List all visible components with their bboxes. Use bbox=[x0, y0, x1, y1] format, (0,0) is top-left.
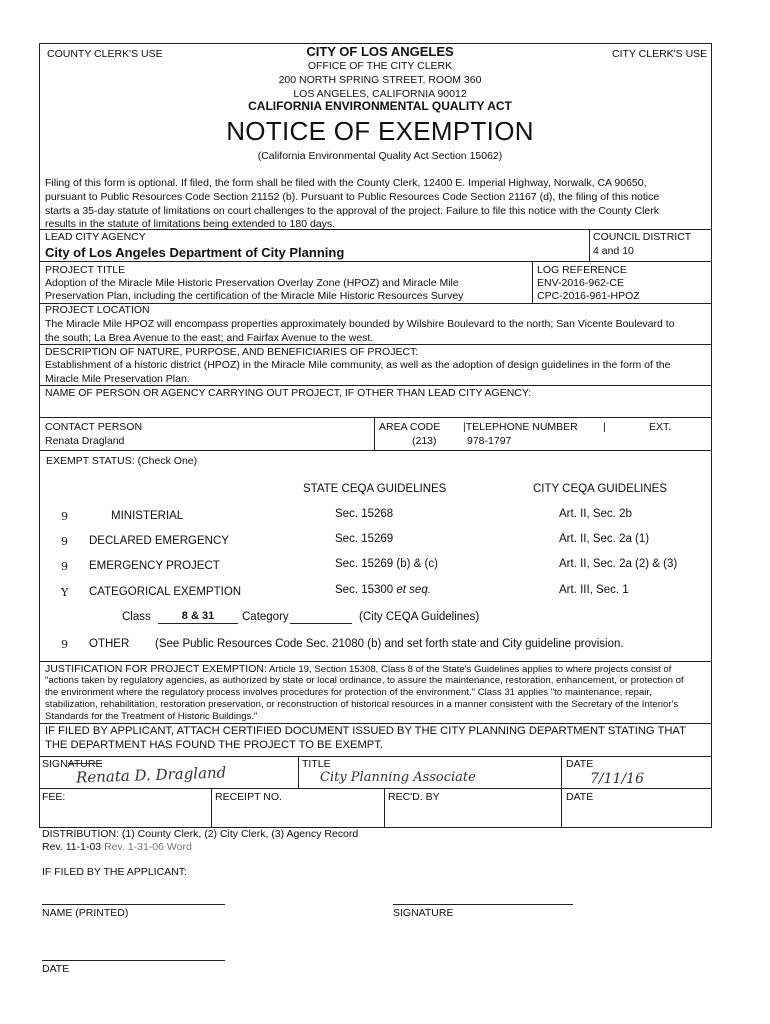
exempt-label: EMERGENCY PROJECT bbox=[89, 560, 220, 572]
contact-person-label: CONTACT PERSON bbox=[45, 421, 143, 433]
state-section: Sec. 15300 et seq. bbox=[335, 584, 431, 596]
date-line bbox=[42, 960, 225, 961]
divider bbox=[39, 229, 712, 230]
ext-separator: | bbox=[603, 421, 606, 433]
log-reference-label: LOG REFERENCE bbox=[537, 264, 627, 276]
checkbox-mark[interactable]: Y bbox=[61, 586, 69, 599]
title-label: TITLE bbox=[302, 758, 331, 770]
distribution-text: DISTRIBUTION: (1) County Clerk, (2) City Clerk, (3) Agency Record bbox=[42, 828, 359, 840]
county-clerk-use-label: COUNTY CLERK'S USE bbox=[47, 48, 163, 60]
divider bbox=[39, 344, 712, 345]
city-section: Art. II, Sec. 2a (2) & (3) bbox=[559, 558, 678, 570]
applicant-note: IF FILED BY APPLICANT, ATTACH CERTIFIED DOCUMENT ISSUED BY THE CITY PLANNING DEPARTMENT STATING THAT bbox=[45, 725, 686, 737]
exempt-label: CATEGORICAL EXEMPTION bbox=[89, 586, 242, 598]
applicant-date-label: DATE bbox=[42, 963, 70, 975]
class-value: 8 & 31 bbox=[181, 610, 215, 622]
divider bbox=[39, 385, 712, 386]
divider bbox=[39, 756, 712, 757]
category-underline bbox=[290, 623, 352, 624]
category-label: Category bbox=[242, 611, 289, 623]
revision-text: Rev. 11-1-03 Rev. 1-31-06 Word bbox=[42, 841, 192, 853]
category-suffix: (City CEQA Guidelines) bbox=[359, 611, 480, 623]
act-name: CALIFORNIA ENVIRONMENTAL QUALITY ACT bbox=[248, 99, 512, 113]
applicant-signature-label: SIGNATURE bbox=[393, 907, 454, 919]
other-text: (See Public Resources Code Sec. 21080 (b) and set forth state and City guideline provision. bbox=[155, 638, 624, 650]
divider bbox=[532, 261, 533, 303]
divider bbox=[39, 261, 712, 262]
applicant-note: THE DEPARTMENT HAS FOUND THE PROJECT TO BE EXEMPT. bbox=[45, 739, 383, 751]
log-reference-value: CPC-2016-961-HPOZ bbox=[537, 290, 640, 302]
description-label: DESCRIPTION OF NATURE, PURPOSE, AND BENEFICIARIES OF PROJECT: bbox=[45, 346, 419, 358]
project-location-line: The Miracle Mile HPOZ will encompass properties approximately bounded by Wilshire Boulevard to the north; San Vicente Boulevard to bbox=[45, 318, 675, 330]
page-subtitle: (California Environmental Quality Act Section 15062) bbox=[257, 150, 503, 162]
justification-first-line: JUSTIFICATION FOR PROJECT EXEMPTION: Article 19, Section 15308, Class 8 of the State's Guidelines applies to where projects consist of bbox=[45, 663, 672, 675]
receipt-label: RECEIPT NO. bbox=[215, 791, 282, 803]
lead-agency-label: LEAD CITY AGENCY bbox=[45, 231, 146, 243]
other-label: OTHER bbox=[89, 638, 130, 650]
divider bbox=[39, 450, 712, 451]
divider bbox=[39, 661, 712, 662]
divider bbox=[374, 417, 375, 450]
divider bbox=[298, 756, 299, 788]
city-clerk-use-label: CITY CLERK'S USE bbox=[612, 48, 708, 60]
area-code-label: AREA CODE bbox=[379, 421, 441, 433]
project-title-label: PROJECT TITLE bbox=[45, 264, 126, 276]
lead-agency-value: City of Los Angeles Department of City Planning bbox=[45, 245, 345, 260]
project-location-line: the south; La Brea Avenue to the east; and Fairfax Avenue to the west. bbox=[45, 332, 374, 344]
justification-line: stabilization, rehabilitation, restoration preservation, or reconstruction of historical resources in a manner consistent with the Secretary of the Interior's bbox=[45, 699, 679, 710]
project-title-line: Preservation Plan, including the certification of the Miracle Mile Historic Resources Survey bbox=[45, 290, 464, 302]
divider bbox=[589, 229, 590, 261]
exempt-label: MINISTERIAL bbox=[111, 510, 184, 522]
description-line: Establishment of a historic district (HPOZ) in the Miracle Mile community, as well as the adoption of design guidelines in the form of the bbox=[45, 359, 671, 371]
class-label: Class bbox=[122, 611, 151, 623]
council-district-value: 4 and 10 bbox=[593, 245, 634, 257]
signature-handwritten: Renata D. Dragland bbox=[75, 763, 227, 787]
telephone-value: 978-1797 bbox=[467, 435, 512, 447]
council-district-label: COUNCIL DISTRICT bbox=[593, 231, 692, 243]
date-label: DATE bbox=[566, 758, 594, 770]
divider bbox=[384, 788, 385, 828]
class-underline bbox=[158, 623, 238, 624]
justification-line: Standards for the Treatment of Historic Buildings." bbox=[45, 711, 258, 722]
project-location-label: PROJECT LOCATION bbox=[45, 304, 150, 316]
signature-line bbox=[393, 904, 573, 905]
city-section: Art. II, Sec. 2a (1) bbox=[559, 533, 650, 545]
name-line bbox=[42, 904, 225, 905]
city-section: Art. III, Sec. 1 bbox=[559, 584, 629, 596]
contact-person-value: Renata Dragland bbox=[45, 435, 125, 447]
checkbox-mark[interactable]: 9 bbox=[61, 560, 68, 573]
fee-label: FEE: bbox=[42, 791, 66, 803]
divider bbox=[39, 723, 712, 724]
checkbox-mark[interactable]: 9 bbox=[61, 638, 68, 651]
log-reference-value: ENV-2016-962-CE bbox=[537, 277, 624, 289]
city-ceqa-header: CITY CEQA GUIDELINES bbox=[533, 483, 667, 495]
justification-line: the environment where the regulatory process involves procedures for protection of the environment." Class 31 applies "to maintenance, repair, bbox=[45, 687, 652, 698]
date-handwritten: 7/11/16 bbox=[590, 771, 644, 787]
office-city-state: LOS ANGELES, CALIFORNIA 90012 bbox=[293, 88, 467, 100]
applicant-heading: IF FILED BY THE APPLICANT: bbox=[42, 866, 187, 878]
divider bbox=[561, 756, 562, 828]
divider bbox=[211, 788, 212, 828]
description-line: Miracle Mile Preservation Plan. bbox=[45, 373, 190, 385]
ext-label: EXT. bbox=[649, 421, 672, 433]
exempt-label: DECLARED EMERGENCY bbox=[89, 535, 229, 547]
city-section: Art. II, Sec. 2b bbox=[559, 508, 632, 520]
title-handwritten: City Planning Associate bbox=[320, 770, 476, 785]
project-title-line: Adoption of the Miracle Mile Historic Preservation Overlay Zone (HPOZ) and Miracle Mile bbox=[45, 277, 459, 289]
state-section: Sec. 15268 bbox=[335, 508, 394, 520]
signature-strike bbox=[68, 763, 102, 764]
page-title: NOTICE OF EXEMPTION bbox=[226, 116, 534, 146]
office-street: 200 NORTH SPRING STREET, ROOM 360 bbox=[278, 74, 482, 86]
area-code-value: (213) bbox=[412, 435, 437, 447]
fee-date-label: DATE bbox=[566, 791, 594, 803]
city-name: CITY OF LOS ANGELES bbox=[306, 44, 454, 59]
office-name: OFFICE OF THE CITY CLERK bbox=[307, 60, 453, 72]
checkbox-mark[interactable]: 9 bbox=[61, 510, 68, 523]
checkbox-mark[interactable]: 9 bbox=[61, 535, 68, 548]
state-ceqa-header: STATE CEQA GUIDELINES bbox=[303, 483, 447, 495]
recd-by-label: REC'D. BY bbox=[388, 791, 440, 803]
name-of-person-label: NAME OF PERSON OR AGENCY CARRYING OUT PROJECT, IF OTHER THAN LEAD CITY AGENCY: bbox=[45, 387, 532, 399]
name-printed-label: NAME (PRINTED) bbox=[42, 907, 129, 919]
divider bbox=[39, 788, 712, 789]
state-section: Sec. 15269 (b) & (c) bbox=[335, 558, 438, 570]
state-section: Sec. 15269 bbox=[335, 533, 394, 545]
telephone-label: |TELEPHONE NUMBER bbox=[463, 421, 578, 433]
exempt-status-label: EXEMPT STATUS: (Check One) bbox=[46, 455, 198, 467]
signature-label: SIGNATURE bbox=[42, 758, 103, 770]
divider bbox=[39, 417, 712, 418]
justification-line: "actions taken by regulatory agencies, as authorized by state or local ordinance, to assure the maintenance, restoration, enhancement, or protection of bbox=[45, 675, 684, 686]
